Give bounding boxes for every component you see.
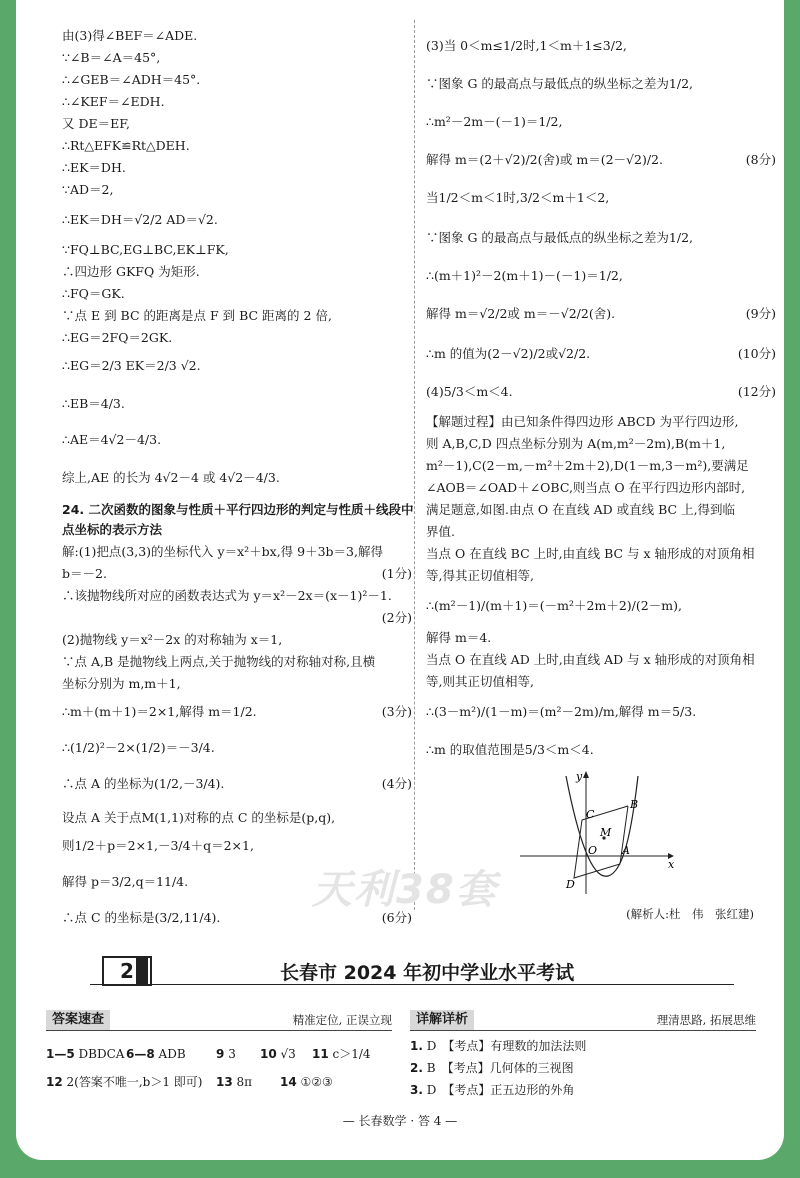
right-line: ∴(m＋1)²－2(m＋1)－(－1)＝1/2,: [426, 268, 623, 283]
right-line: 当1/2＜m＜1时,3/2＜m＋1＜2,: [426, 190, 610, 205]
left-line: 解得 p＝3/2,q＝11/4.: [62, 874, 189, 889]
answer-value: 2(答案不唯一,b＞1 即可): [66, 1075, 203, 1089]
right-line: ∴m 的值为(2－√2)/2或√2/2.: [426, 346, 591, 361]
answer-item: [216, 1046, 236, 1062]
right-line: ∵图象 G 的最高点与最低点的纵坐标之差为1/2,: [426, 76, 694, 91]
answer-value: c＞1/4: [332, 1047, 371, 1061]
left-line: ∵点 E 到 BC 的距离是点 F 到 BC 距离的 2 倍,: [62, 308, 332, 323]
answer-value: ADB: [158, 1047, 186, 1061]
right-line: ∠AOB＝∠OAD＋∠OBC,则当点 O 在平行四边形内部时,: [426, 480, 746, 495]
left-score: (2分): [381, 610, 412, 625]
answer-tag: 答案速查: [46, 1010, 110, 1030]
left-line: ∴∠KEF＝∠EDH.: [62, 94, 165, 109]
left-line: ∴点 C 的坐标是(3/2,11/4).: [62, 910, 221, 925]
left-line: 综上,AE 的长为 4√2－4 或 4√2－4/3.: [62, 470, 280, 485]
detail-tag: 详解详析: [410, 1010, 474, 1030]
left-line: ∴(1/2)²－2×(1/2)＝－3/4.: [62, 740, 215, 755]
answer-subtitle: 精准定位, 正误立现: [292, 1013, 392, 1027]
section-title: 长春市 2024 年初中学业水平考试: [280, 962, 575, 984]
left-line: 由(3)得∠BEF＝∠ADE.: [62, 28, 198, 43]
left-line: ∴点 A 的坐标为(1/2,－3/4).: [62, 776, 225, 791]
detail-item: [410, 1060, 574, 1076]
right-line: m²－1),C(2－m,－m²＋2m＋2),D(1－m,3－m²),要满足: [426, 458, 749, 473]
answer-key: 12: [46, 1075, 63, 1089]
detail-answer: D: [426, 1083, 437, 1097]
left-line: 又 DE＝EF,: [62, 116, 130, 131]
right-score: (9分): [745, 306, 776, 321]
right-line: 则 A,B,C,D 四点坐标分别为 A(m,m²－2m),B(m＋1,: [426, 436, 726, 451]
section-header: [90, 956, 734, 984]
detail-subtitle: 理清思路, 拓展思维: [656, 1013, 756, 1027]
answer-key: 10: [260, 1047, 277, 1061]
left-line: ∴该抛物线所对应的函数表达式为 y＝x²－2x＝(x－1)²－1.: [62, 588, 392, 603]
answer-item: [46, 1074, 202, 1090]
detail-kaodian: 【考点】正五边形的外角: [442, 1083, 575, 1097]
section-rule: [90, 984, 734, 985]
left-line: ∵AD＝2,: [62, 182, 114, 197]
right-line: (4)5/3＜m＜4.: [426, 384, 513, 399]
label-c: C: [586, 808, 595, 821]
page: [16, 0, 784, 1160]
left-line: ∴EG＝2FQ＝2GK.: [62, 330, 173, 345]
right-line: 【解题过程】由已知条件得四边形 ABCD 为平行四边形,: [426, 414, 739, 429]
page-footer: — 长春数学 · 答 4 —: [342, 1114, 458, 1128]
answer-item: [260, 1046, 296, 1062]
left-score: (4分): [381, 776, 412, 791]
detail-item: [410, 1038, 586, 1054]
label-o: O: [588, 844, 598, 857]
column-divider: [414, 20, 415, 910]
right-line: 满足题意,如图.由点 O 在直线 AD 或直线 BC 上,得到临: [426, 502, 736, 517]
left-line: ∴AE＝4√2－4/3.: [62, 432, 162, 447]
left-score: (6分): [381, 910, 412, 925]
credit: (解析人:杜 伟 张红建): [626, 907, 754, 921]
right-score: (10分): [737, 346, 776, 361]
answer-value: √3: [280, 1047, 296, 1061]
detail-num: 3.: [410, 1083, 423, 1097]
detail-num: 2.: [410, 1061, 423, 1075]
left-line: ∴∠GEB＝∠ADH＝45°.: [62, 72, 201, 87]
parabola-graph: [516, 768, 676, 898]
label-y: y: [576, 770, 583, 783]
left-score: (1分): [381, 566, 412, 581]
right-line: 解得 m＝(2＋√2)/2(舍)或 m＝(2－√2)/2.: [426, 152, 663, 167]
detail-answer: B: [426, 1061, 436, 1075]
label-a: A: [622, 844, 630, 857]
left-line: 24. 二次函数的图象与性质＋平行四边形的判定与性质＋线段中: [62, 502, 414, 517]
left-line: ∴四边形 GKFQ 为矩形.: [62, 264, 200, 279]
right-line: 等,得其正切值相等,: [426, 568, 534, 583]
detail-num: 1.: [410, 1039, 423, 1053]
right-line: 解得 m＝4.: [426, 630, 492, 645]
left-score: (3分): [381, 704, 412, 719]
answer-key: 1—5: [46, 1047, 75, 1061]
left-line: ∴EK＝DH＝√2/2 AD＝√2.: [62, 212, 218, 227]
answer-value: ①②③: [300, 1075, 333, 1089]
detail-item: [410, 1082, 574, 1098]
right-line: 当点 O 在直线 BC 上时,由直线 BC 与 x 轴形成的对顶角相: [426, 546, 755, 561]
left-line: ∴EK＝DH.: [62, 160, 126, 175]
section-bar: [136, 956, 148, 986]
answer-value: DBDCA: [78, 1047, 125, 1061]
left-line: ∴EB＝4/3.: [62, 396, 125, 411]
answer-item: [126, 1046, 186, 1062]
left-line: ∵点 A,B 是抛物线上两点,关于抛物线的对称轴对称,且横: [62, 654, 376, 669]
left-line: ∴m＋(m＋1)＝2×1,解得 m＝1/2.: [62, 704, 257, 719]
left-line: ∴FQ＝GK.: [62, 286, 125, 301]
answer-key: 13: [216, 1075, 233, 1089]
right-line: ∵图象 G 的最高点与最低点的纵坐标之差为1/2,: [426, 230, 694, 245]
answer-item: [280, 1074, 333, 1090]
left-line: 点坐标的表示方法: [62, 522, 163, 537]
answer-key: 9: [216, 1047, 225, 1061]
right-line: ∴(m²－1)/(m＋1)＝(－m²＋2m＋2)/(2－m),: [426, 598, 682, 613]
left-line: ∵∠B＝∠A＝45°,: [62, 50, 161, 65]
right-line: (3)当 0＜m≤1/2时,1＜m＋1≤3/2,: [426, 38, 627, 53]
answer-value: 3: [228, 1047, 236, 1061]
right-line: 解得 m＝√2/2或 m＝－√2/2(舍).: [426, 306, 616, 321]
answer-item: [216, 1074, 252, 1090]
label-b: B: [630, 798, 639, 811]
right-line: ∴m²－2m－(－1)＝1/2,: [426, 114, 563, 129]
left-line: ∵FQ⊥BC,EG⊥BC,EK⊥FK,: [62, 242, 229, 257]
right-score: (12分): [737, 384, 776, 399]
detail-answer: D: [426, 1039, 437, 1053]
answer-value: 8π: [236, 1075, 253, 1089]
left-line: b＝－2.: [62, 566, 107, 581]
left-line: ∴Rt△EFK≌Rt△DEH.: [62, 138, 190, 153]
detail-panel-header: [410, 1010, 756, 1031]
right-line: ∴m 的取值范围是5/3＜m＜4.: [426, 742, 594, 757]
label-m: M: [600, 826, 612, 839]
label-x: x: [668, 858, 675, 871]
right-score: (8分): [745, 152, 776, 167]
detail-kaodian: 【考点】几何体的三视图: [441, 1061, 574, 1075]
right-line: 界值.: [426, 524, 455, 539]
left-line: (2)抛物线 y＝x²－2x 的对称轴为 x＝1,: [62, 632, 283, 647]
watermark: 天利38套: [312, 867, 498, 913]
section-number: 2: [102, 956, 152, 986]
left-line: 解:(1)把点(3,3)的坐标代入 y＝x²＋bx,得 9＋3b＝3,解得: [62, 544, 383, 559]
label-d: D: [566, 878, 575, 891]
answer-item: [312, 1046, 371, 1062]
answer-key: 11: [312, 1047, 329, 1061]
left-line: 则1/2＋p＝2×1,－3/4＋q＝2×1,: [62, 838, 254, 853]
answer-key: 6—8: [126, 1047, 155, 1061]
left-line: 设点 A 关于点M(1,1)对称的点 C 的坐标是(p,q),: [62, 810, 336, 825]
answer-panel-header: [46, 1010, 392, 1031]
right-line: 当点 O 在直线 AD 上时,由直线 AD 与 x 轴形成的对顶角相: [426, 652, 755, 667]
answer-key: 14: [280, 1075, 297, 1089]
detail-kaodian: 【考点】有理数的加法法则: [442, 1039, 587, 1053]
left-line: 坐标分别为 m,m＋1,: [62, 676, 181, 691]
left-line: ∴EG＝2/3 EK＝2/3 √2.: [62, 358, 201, 373]
right-line: 等,则其正切值相等,: [426, 674, 534, 689]
answer-item: [46, 1046, 124, 1062]
right-line: ∴(3－m²)/(1－m)＝(m²－2m)/m,解得 m＝5/3.: [426, 704, 697, 719]
